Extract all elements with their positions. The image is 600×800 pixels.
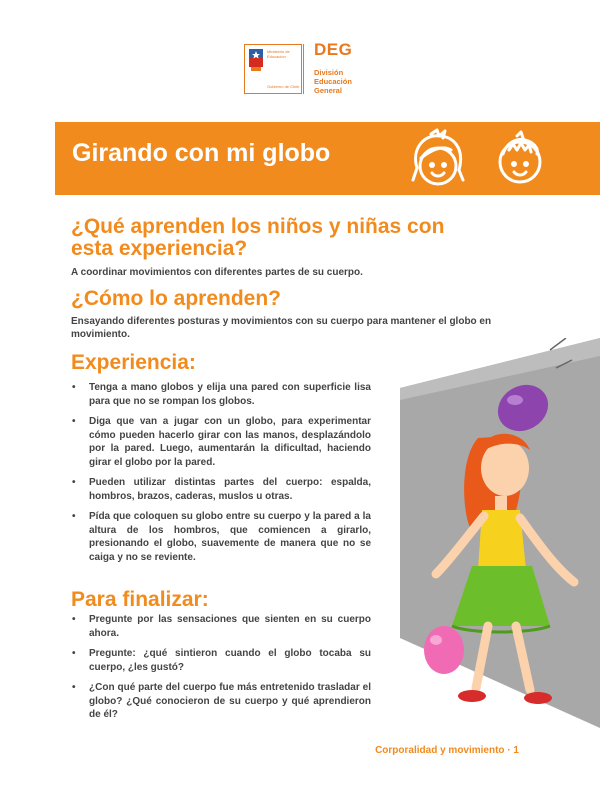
section-title-finalizar: Para finalizar: [71, 588, 209, 611]
finalizar-list [71, 613, 371, 729]
page-title: Girando con mi globo [72, 139, 331, 167]
list-item: • Tenga a mano globos y elija una pared con superficie lisa para que no se rompan los globos. [71, 381, 371, 408]
government-label: Gobierno de Chile [267, 84, 300, 89]
girl-balloon-illustration [360, 338, 600, 728]
girl-face-icon [407, 128, 469, 190]
deg-subtitle: División Educación General [314, 68, 352, 95]
list-item: • Pregunte por las sensaciones que sienten en su cuerpo ahora. [71, 613, 371, 640]
experiencia-list [71, 381, 371, 571]
list-item: • Diga que van a jugar con un globo, para experimentar cómo pueden hacerlo girar con las manos, desplazándolo por la pared. Luego, aumentarán la dificultad, haciendo girar el globo por la pared. [71, 415, 371, 469]
boy-face-icon [491, 130, 549, 188]
pink-balloon [424, 626, 464, 674]
aprenden-text: A coordinar movimientos con diferentes partes de su cuerpo. [71, 267, 363, 278]
title-banner [55, 122, 600, 195]
ministry-name: Ministerio de Educación [267, 49, 290, 59]
list-item: • Pída que coloquen su globo entre su cuerpo y la pared a la altura de los hombros, que comiencen a girarlo, presionando el globo, suavemente de manera que no se caiga y no se reviente. [71, 510, 371, 564]
section-title-aprenden: ¿Qué aprenden los niños y niñas con esta experiencia? [71, 215, 445, 260]
logo-divider [303, 44, 304, 94]
ministry-logo [244, 44, 302, 94]
list-item: • Pueden utilizar distintas partes del cuerpo: espalda, hombros, brazos, caderas, muslos u otras. [71, 476, 371, 503]
list-item: • Pregunte: ¿qué sintieron cuando el globo tocaba su cuerpo, ¿les gustó? [71, 647, 371, 674]
section-title-como: ¿Cómo lo aprenden? [71, 287, 281, 310]
coat-of-arms-icon [249, 49, 263, 71]
list-item: • ¿Con qué parte del cuerpo fue más entretenido trasladar el globo? ¿Qué conocieron de su cuerpo y qué aprendieron de él? [71, 681, 371, 722]
section-title-experiencia: Experiencia: [71, 351, 196, 374]
deg-logo: DEG [314, 40, 353, 59]
como-text: Ensayando diferentes posturas y movimientos con su cuerpo para mantener el globo en movimiento. [71, 316, 492, 340]
page-footer: Corporalidad y movimiento · 1 [375, 745, 519, 756]
